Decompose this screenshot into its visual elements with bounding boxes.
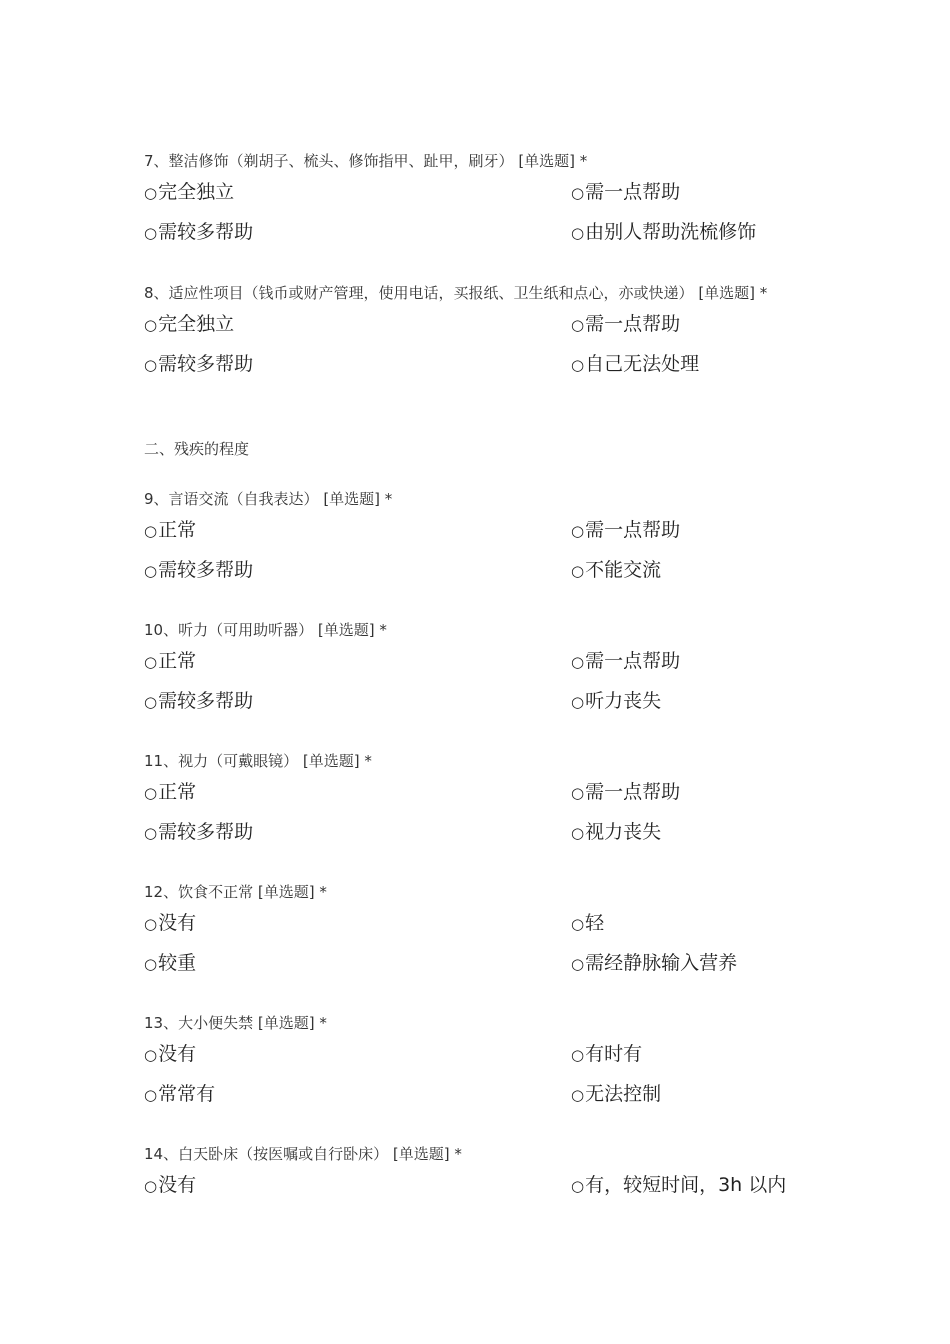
radio-circle-icon: ○	[571, 184, 585, 202]
question-title: 12、饮食不正常 [单选题] *	[144, 883, 327, 901]
option-label: 需较多帮助	[158, 690, 254, 712]
question-11	[144, 749, 814, 859]
option-label: 没有	[158, 1174, 197, 1196]
option-label: 不能交流	[585, 559, 662, 581]
options-group	[144, 311, 814, 391]
radio-circle-icon: ○	[571, 562, 585, 580]
question-title: 7、整洁修饰（剃胡子、梳头、修饰指甲、趾甲，刷牙） [单选题] *	[144, 152, 588, 170]
option-label: 需经静脉输入营养	[585, 952, 738, 974]
radio-circle-icon: ○	[144, 1177, 158, 1195]
section-heading: 二、残疾的程度	[144, 440, 250, 458]
radio-circle-icon: ○	[571, 915, 585, 933]
radio-option[interactable]	[144, 910, 571, 937]
options-group	[144, 779, 814, 859]
radio-circle-icon: ○	[144, 356, 158, 374]
radio-circle-icon: ○	[144, 653, 158, 671]
option-label: 轻	[585, 912, 605, 934]
question-8	[144, 281, 814, 391]
options-group	[144, 648, 814, 728]
radio-option[interactable]	[571, 219, 814, 246]
question-9	[144, 487, 814, 597]
option-label: 无法控制	[585, 1083, 662, 1105]
radio-option[interactable]	[571, 1172, 814, 1199]
question-title: 8、适应性项目（钱币或财产管理，使用电话，买报纸、卫生纸和点心，亦或快递） [单选题] *	[144, 284, 768, 302]
radio-circle-icon: ○	[571, 1177, 585, 1195]
option-label: 听力丧失	[585, 690, 662, 712]
options-group	[144, 179, 814, 259]
option-label: 由别人帮助洗梳修饰	[585, 221, 757, 243]
radio-option[interactable]	[571, 648, 814, 675]
radio-option[interactable]	[144, 648, 571, 675]
radio-option[interactable]	[571, 517, 814, 544]
option-label: 正常	[158, 650, 197, 672]
radio-option[interactable]	[144, 557, 571, 584]
option-label: 视力丧失	[585, 821, 662, 843]
radio-option[interactable]	[144, 179, 571, 206]
option-label: 正常	[158, 781, 197, 803]
option-label: 较重	[158, 952, 197, 974]
radio-option[interactable]	[144, 950, 571, 977]
option-label: 需一点帮助	[585, 650, 681, 672]
question-title: 9、言语交流（自我表达） [单选题] *	[144, 490, 393, 508]
option-label: 需一点帮助	[585, 181, 681, 203]
radio-option[interactable]	[144, 688, 571, 715]
option-label: 需一点帮助	[585, 313, 681, 335]
radio-option[interactable]	[571, 779, 814, 806]
radio-option[interactable]	[144, 819, 571, 846]
radio-option[interactable]	[144, 311, 571, 338]
radio-option[interactable]	[571, 1041, 814, 1068]
radio-option[interactable]	[144, 1172, 571, 1199]
radio-option[interactable]	[144, 517, 571, 544]
radio-option[interactable]	[571, 950, 814, 977]
radio-circle-icon: ○	[571, 1046, 585, 1064]
radio-circle-icon: ○	[571, 224, 585, 242]
radio-circle-icon: ○	[571, 824, 585, 842]
radio-option[interactable]	[571, 179, 814, 206]
question-title: 14、白天卧床（按医嘱或自行卧床） [单选题] *	[144, 1145, 462, 1163]
radio-circle-icon: ○	[144, 824, 158, 842]
option-label: 没有	[158, 1043, 197, 1065]
radio-option[interactable]	[571, 1081, 814, 1108]
radio-circle-icon: ○	[571, 653, 585, 671]
question-10	[144, 618, 814, 728]
radio-option[interactable]	[144, 1081, 571, 1108]
option-label: 常常有	[158, 1083, 216, 1105]
option-label: 有时有	[585, 1043, 643, 1065]
radio-option[interactable]	[144, 219, 571, 246]
question-13	[144, 1011, 814, 1121]
radio-option[interactable]	[144, 779, 571, 806]
options-group	[144, 910, 814, 990]
options-group	[144, 517, 814, 597]
option-label: 有，较短时间，3h 以内	[585, 1174, 787, 1196]
radio-circle-icon: ○	[571, 955, 585, 973]
radio-circle-icon: ○	[144, 1046, 158, 1064]
radio-circle-icon: ○	[144, 522, 158, 540]
radio-circle-icon: ○	[144, 693, 158, 711]
radio-circle-icon: ○	[571, 522, 585, 540]
option-label: 需较多帮助	[158, 821, 254, 843]
option-label: 完全独立	[158, 181, 235, 203]
radio-circle-icon: ○	[144, 1086, 158, 1104]
radio-circle-icon: ○	[571, 1086, 585, 1104]
radio-option[interactable]	[144, 1041, 571, 1068]
radio-option[interactable]	[571, 910, 814, 937]
option-label: 完全独立	[158, 313, 235, 335]
radio-circle-icon: ○	[144, 784, 158, 802]
radio-option[interactable]	[571, 688, 814, 715]
option-label: 需较多帮助	[158, 221, 254, 243]
radio-option[interactable]	[571, 311, 814, 338]
radio-option[interactable]	[571, 557, 814, 584]
option-label: 需一点帮助	[585, 781, 681, 803]
option-label: 需一点帮助	[585, 519, 681, 541]
radio-circle-icon: ○	[571, 784, 585, 802]
radio-circle-icon: ○	[144, 224, 158, 242]
option-label: 需较多帮助	[158, 559, 254, 581]
question-title: 13、大小便失禁 [单选题] *	[144, 1014, 327, 1032]
question-14	[144, 1142, 814, 1212]
radio-circle-icon: ○	[144, 316, 158, 334]
radio-circle-icon: ○	[144, 562, 158, 580]
radio-option[interactable]	[571, 819, 814, 846]
radio-circle-icon: ○	[144, 915, 158, 933]
question-title: 10、听力（可用助听器） [单选题] *	[144, 621, 387, 639]
option-label: 没有	[158, 912, 197, 934]
option-label: 自己无法处理	[585, 353, 700, 375]
option-label: 需较多帮助	[158, 353, 254, 375]
radio-option[interactable]	[571, 351, 814, 378]
radio-circle-icon: ○	[571, 356, 585, 374]
radio-circle-icon: ○	[144, 955, 158, 973]
radio-option[interactable]	[144, 351, 571, 378]
radio-circle-icon: ○	[144, 184, 158, 202]
options-group	[144, 1041, 814, 1121]
option-label: 正常	[158, 519, 197, 541]
radio-circle-icon: ○	[571, 316, 585, 334]
options-group	[144, 1172, 814, 1212]
question-12	[144, 880, 814, 990]
question-title: 11、视力（可戴眼镜） [单选题] *	[144, 752, 372, 770]
question-7	[144, 149, 814, 259]
radio-circle-icon: ○	[571, 693, 585, 711]
